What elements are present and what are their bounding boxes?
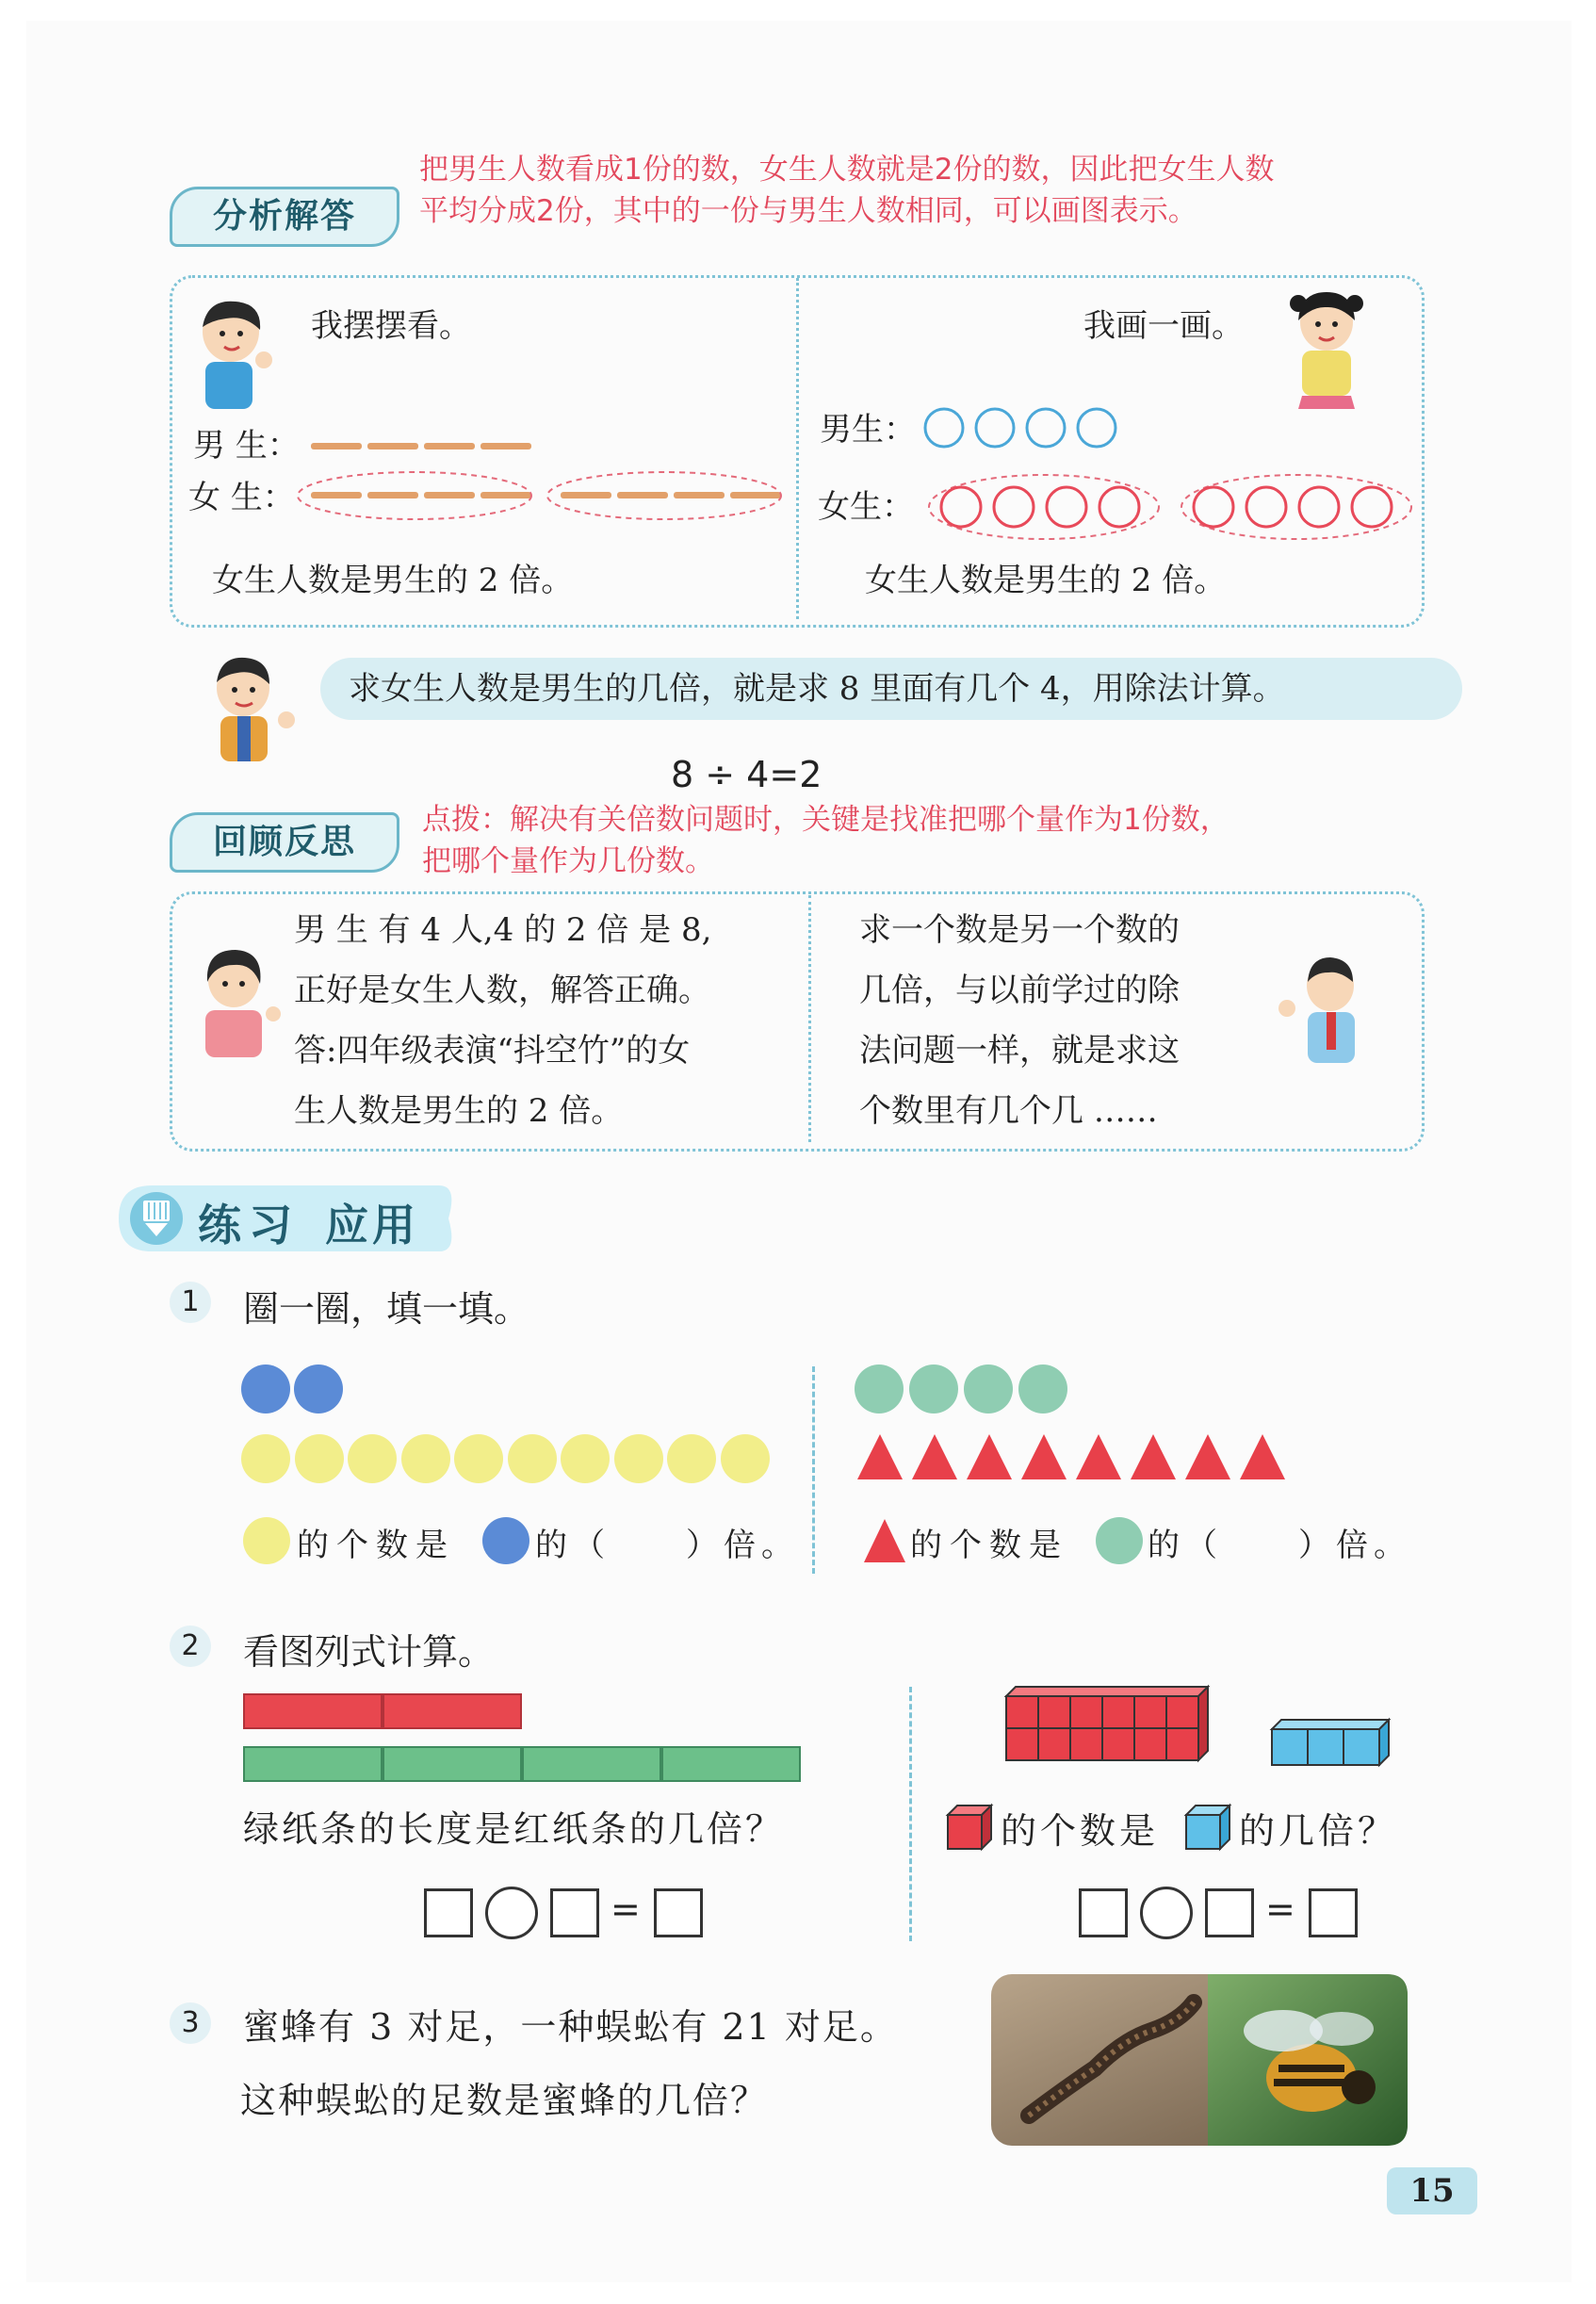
q2-right-box-1[interactable] [1079,1888,1128,1937]
review-right-line3: 法问题一样，就是求这 [859,1032,1180,1070]
blue-dot [294,1364,343,1413]
q1-right-sentence-b: 的（ ）倍。 [1148,1527,1411,1564]
q1-right-sentence-a: 的个数是 [910,1527,1068,1564]
girl-circle-icon [994,487,1034,527]
right-boys-label: 男生： [820,411,916,449]
red-strip-segment [383,1693,522,1729]
q1-text: 圈一圈，填一填。 [243,1288,530,1330]
q1-left-sentence-a: 的个数是 [297,1527,455,1564]
red-cube [1038,1696,1070,1728]
boy-circle-icon [925,409,963,447]
yellow-dot [401,1434,450,1483]
drawn-circles [923,396,1413,547]
q2-left-operator-circle[interactable] [485,1887,538,1939]
analysis-hint-line2: 平均分成2份，其中的一份与男生人数相同，可以画图表示。 [419,194,1197,228]
q1-right-answer-blank[interactable] [1234,1519,1291,1562]
red-cube [1134,1696,1166,1728]
left-boys-label: 男 生： [193,427,300,465]
q2-right-result-box[interactable] [1309,1888,1358,1937]
yellow-dot [295,1434,344,1483]
teacher-girl-icon [187,942,290,1065]
q2-right-operator-circle[interactable] [1140,1887,1193,1939]
red-cube [1070,1696,1102,1728]
yellow-dot [561,1434,610,1483]
review-divider [808,895,811,1142]
girl-circle-icon [1246,487,1286,527]
red-cube [1038,1728,1070,1760]
red-cube-top [1006,1687,1208,1696]
red-cube [1166,1696,1198,1728]
girl-circle-icon [1352,487,1392,527]
student-boy-icon [196,650,300,782]
yellow-dot [454,1434,503,1483]
red-cube [1006,1696,1038,1728]
girl-circle-icon [941,487,981,527]
q1-left-sentence-b: 的（ ）倍。 [535,1527,799,1564]
teacher-boy-icon [1272,950,1376,1072]
red-cube [1006,1728,1038,1760]
yellow-dot [667,1434,716,1483]
stick-icon [367,443,418,449]
q1-divider [812,1366,815,1574]
red-triangle [857,1434,903,1479]
blue-cubes-group [1272,1720,1404,1776]
boy-circle-icon [1027,409,1065,447]
right-panel-conclusion: 女生人数是男生的 2 倍。 [865,562,1227,599]
review-left-line4: 生人数是男生的 2 倍。 [294,1092,624,1130]
girl-circle-icon [1194,487,1233,527]
green-strip-segment [522,1746,661,1782]
review-hint-line1: 点拨：解决有关倍数问题时，关键是找准把哪个量作为1份数， [422,803,1230,837]
blue-cube-icon [1182,1802,1233,1853]
page-number: 15 [1387,2167,1477,2214]
girl-circle-icon [1299,487,1339,527]
red-cube [1102,1696,1134,1728]
red-cube [1102,1728,1134,1760]
review-tag: 回顾反思 [170,812,399,873]
green-dot [909,1364,958,1413]
green-dot-icon [1096,1517,1143,1564]
blue-cube [1308,1729,1344,1765]
red-cube-side [1198,1687,1208,1760]
q3-line2: 这种蜈蚣的足数是蜜蜂的几倍？ [240,2080,769,2121]
q2-left-box-2[interactable] [550,1888,599,1937]
review-hint-line2: 把哪个量作为几份数。 [422,844,714,878]
green-dot [855,1364,904,1413]
blue-dot [241,1364,290,1413]
review-right-line1: 求一个数是另一个数的 [859,911,1180,949]
blue-dot-icon [482,1517,529,1564]
review-left-line2: 正好是女生人数，解答正确。 [294,972,710,1009]
blue-cube-side [1379,1720,1389,1765]
review-right-line2: 几倍，与以前学过的除 [859,972,1180,1009]
green-strip-segment [383,1746,522,1782]
red-cube-icon [944,1802,995,1853]
stick-icon [480,443,531,449]
green-dot [1018,1364,1067,1413]
blue-cube [1344,1729,1379,1765]
centipede-bee-photo [991,1974,1408,2146]
yellow-dot [348,1434,397,1483]
yellow-dot [721,1434,770,1483]
girls-stick-groups-ovals [297,468,787,525]
yellow-dot [241,1434,290,1483]
right-girls-label: 女生： [818,488,914,526]
boy-circle-icon [976,409,1014,447]
analysis-hint-line1: 把男生人数看成1份的数，女生人数就是2份的数，因此把女生人数 [419,153,1275,187]
blue-cube [1272,1729,1308,1765]
red-triangle [1076,1434,1121,1479]
q2-number: 2 [170,1626,211,1667]
red-triangle [1240,1434,1285,1479]
stick-icon [311,443,362,449]
stick-icon [424,443,475,449]
red-triangle [1021,1434,1067,1479]
q2-text: 看图列式计算。 [243,1631,495,1673]
girl-figure-icon [1279,283,1374,415]
green-strip-segment [661,1746,801,1782]
q2-left-equals: = [611,1888,641,1930]
speech-bubble: 求女生人数是男生的几倍，就是求 8 里面有几个 4，用除法计算。 [320,658,1462,720]
q2-right-sentence-a: 的个数是 [1001,1810,1160,1852]
left-panel-caption: 我摆摆看。 [311,307,471,345]
boy-circle-icon [1078,409,1116,447]
red-strip-segment [243,1693,383,1729]
red-cubes-group [1006,1687,1232,1781]
left-panel-conclusion: 女生人数是男生的 2 倍。 [212,562,574,599]
q1-number: 1 [170,1282,211,1323]
q3-line1: 蜜蜂有 3 对足，一种蜈蚣有 21 对足。 [243,2006,898,2048]
yellow-dot [614,1434,663,1483]
right-panel-caption: 我画一画。 [1083,307,1244,345]
q2-left-result-box[interactable] [654,1888,703,1937]
red-triangle-icon [862,1517,907,1564]
red-cube [1070,1728,1102,1760]
red-triangle [912,1434,957,1479]
analysis-tag: 分析解答 [170,187,399,247]
blue-cube-top [1272,1720,1389,1729]
left-girls-label: 女 生： [188,479,295,516]
q2-right-box-2[interactable] [1205,1888,1254,1937]
red-triangle [967,1434,1012,1479]
girl-circle-icon [1099,487,1139,527]
analysis-divider [796,278,799,619]
practice-header-a: 练习 [198,1200,300,1250]
q2-right-sentence-b: 的几倍？ [1239,1810,1398,1852]
green-strip-segment [243,1746,383,1782]
red-cube [1166,1728,1198,1760]
q2-left-question: 绿纸条的长度是红纸条的几倍？ [243,1808,785,1850]
boy-figure-icon [188,294,283,417]
q3-number: 3 [170,2002,211,2044]
q1-left-answer-blank[interactable] [622,1519,678,1562]
girl-circle-icon [1047,487,1086,527]
q2-left-box-1[interactable] [424,1888,473,1937]
q2-right-equals: = [1265,1888,1295,1930]
red-triangle [1185,1434,1230,1479]
pencil-icon [139,1199,173,1238]
red-triangle [1131,1434,1176,1479]
practice-header-b: 应用 [325,1200,419,1250]
green-dot [964,1364,1013,1413]
review-right-line4: 个数里有几个几 …… [859,1092,1158,1130]
review-left-line3: 答:四年级表演“抖空竹”的女 [294,1032,691,1070]
red-cube [1134,1728,1166,1760]
girls-group-oval [1181,475,1411,539]
q2-divider [909,1687,912,1941]
yellow-dot-icon [243,1517,290,1564]
review-left-line1: 男 生 有 4 人,4 的 2 倍 是 8, [294,911,712,949]
girls-group-oval [929,475,1159,539]
division-equation: 8 ÷ 4=2 [671,754,822,795]
yellow-dot [508,1434,557,1483]
